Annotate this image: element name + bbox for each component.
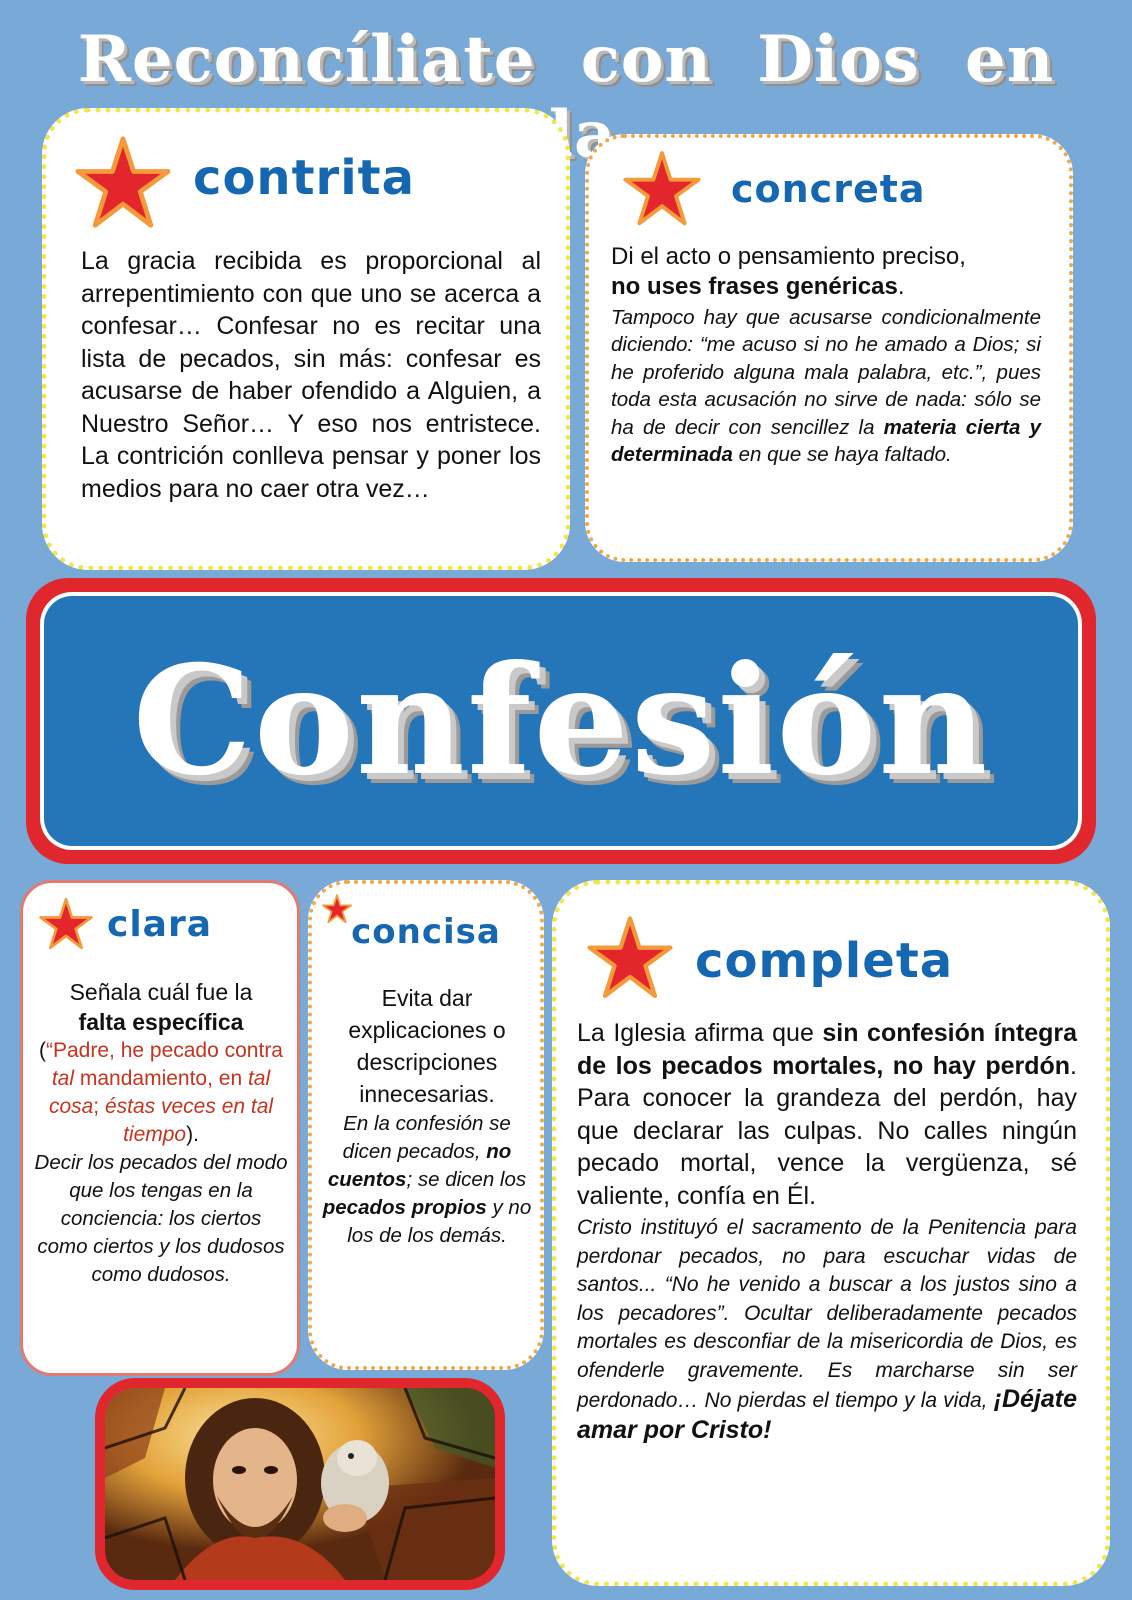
italic-note [322, 1110, 532, 1250]
christ-with-lamb-image [105, 1388, 495, 1580]
card-title: concreta [731, 167, 926, 211]
example-text: éstas veces en tal tiempo [104, 1095, 274, 1146]
note-text: Tampoco hay que acusarse condicionalmente diciendo: “me acuso si no he amado a Dios; si he proferido alguna mala palabra, etc.”, pues toda esta acusación no sirve de nada: sólo se ha de decir con sencillez la [611, 306, 1041, 439]
card-body [577, 1017, 1077, 1446]
emphasis: no cuentos [327, 1140, 512, 1191]
example-text: ; [93, 1095, 105, 1118]
punct: ). [186, 1123, 199, 1146]
star-icon [623, 150, 701, 228]
body-text: La Iglesia afirma que [577, 1019, 823, 1047]
card-completa [552, 880, 1110, 1586]
body-text: . Para conocer la grandeza del perdón, hay que declarar las culpas. No calles ningún pecado mortal, vence la vergüenza, sé valiente, confía en Él. [577, 1051, 1077, 1210]
banner-word: Confesión [132, 633, 990, 809]
card-body [322, 982, 532, 1250]
card-body [33, 977, 289, 1289]
example-text: mandamiento, en [74, 1067, 248, 1090]
italic-note: Decir los pecados del modo que los tengas en la conciencia: los ciertos como ciertos y los dudosos como dudosos. [34, 1151, 288, 1286]
card-body: La gracia recibida es proporcional al arrepentimiento con que uno se acerca a confesar… Confesar no es recitar una lista de pecados, sin más: confesar es acusarse de haber ofendido a Alguien, a Nuestro Señor… Y eso nos entristece. La contrición conlleva pensar y poner los medios para no caer otra vez… [81, 247, 541, 503]
emphasis: no uses frases genéricas [611, 273, 898, 300]
body-line [611, 272, 1041, 302]
star-icon [587, 915, 673, 1001]
emphasis: ¡Déjate amar por Cristo! [577, 1385, 1077, 1444]
body-line: Señala cuál fue la [69, 979, 253, 1005]
note-text: y no los de los demás. [347, 1196, 532, 1247]
card-title: concisa [351, 912, 501, 952]
stained-glass-icon [105, 1388, 495, 1580]
card-concreta [585, 134, 1073, 562]
note-text: ; se dicen los [406, 1168, 527, 1191]
card-body [611, 242, 1041, 468]
example-text: “Padre, he pecado contra [46, 1039, 283, 1062]
card-title: clara [107, 903, 213, 945]
emphasis: sin confesión íntegra de los pecados mortales, no hay perdón [577, 1019, 1077, 1080]
punct: ( [39, 1039, 46, 1062]
banner-frame [40, 592, 1082, 850]
example-text: tal cosa [48, 1067, 271, 1118]
example-text: tal [51, 1067, 75, 1090]
italic-note [611, 304, 1041, 468]
banner [26, 578, 1096, 864]
card-title: contrita [193, 150, 416, 206]
italic-note [577, 1214, 1077, 1446]
page-title: Reconcíliate con Dios en [77, 22, 1055, 97]
christ-image-frame [95, 1378, 505, 1590]
note-text: en que se haya faltado. [732, 443, 952, 467]
emphasis: falta específica [78, 1009, 244, 1035]
card-contrita [42, 108, 570, 570]
note-text: En la confesión se dicen pecados, [342, 1112, 511, 1163]
star-icon [39, 897, 93, 951]
body-line: Di el acto o pensamiento preciso, [611, 243, 966, 270]
star-icon [75, 135, 171, 231]
example-quote [33, 1037, 289, 1149]
card-concisa [308, 880, 544, 1370]
note-text: Cristo instituyó el sacramento de la Penitencia para perdonar pecados, no para escuchar vidas de santos... “No he venido a buscar a los justos sino a los pecadores”. Ocultar deliberadamente pecados mortales es desconfiar de la misericordia de Dios, es ofenderle gravemente. Es marcharse sin ser perdonado… No pierdas el tiempo y la vida, [577, 1216, 1077, 1412]
emphasis: materia cierta y determinada [611, 415, 1041, 467]
emphasis: pecados propios [322, 1196, 487, 1219]
punct: . [897, 273, 905, 300]
banner-panel [44, 596, 1078, 846]
card-title: completa [695, 933, 954, 989]
body-line: Evita dar explicaciones o descripciones innecesarias. [348, 985, 506, 1107]
card-clara [20, 880, 300, 1376]
body-paragraph [577, 1017, 1077, 1212]
